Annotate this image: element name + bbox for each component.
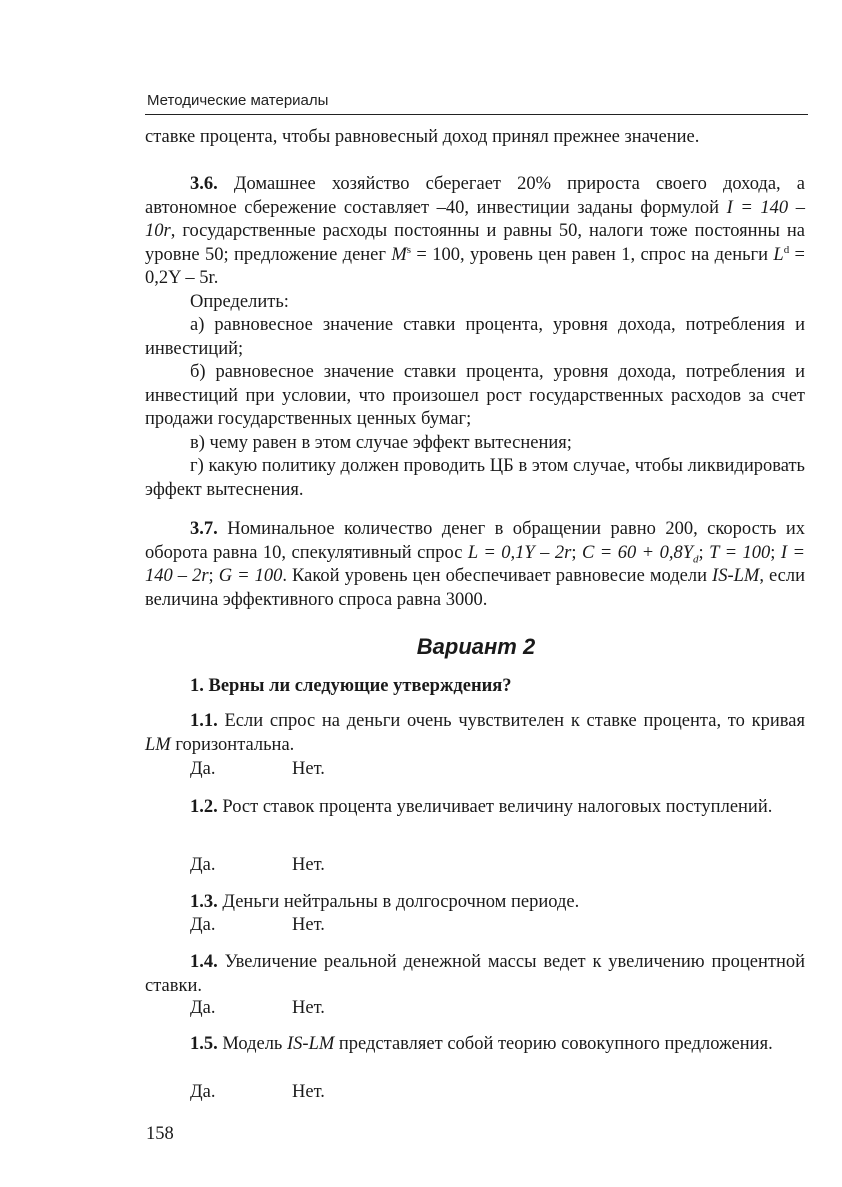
investment-formula-2: I = 140 – 2r [145,542,805,586]
answer-no: Нет. [292,1082,325,1102]
running-header: Методические материалы [147,92,329,109]
statement-pre: Рост ставок процента увеличивает величину налоговых поступлений. [217,797,773,817]
answer-yes: Да. [190,915,216,935]
page-number: 158 [146,1124,174,1144]
answer-yes: Да. [190,759,216,779]
statement-number: 1.5. [190,1034,218,1054]
problem-3-7-text-6: . Какой уровень цен обеспечивает равновесие модели [282,566,713,586]
problem-3-6-text-1: Домашнее хозяйство сберегает 20% прироста своего дохода, а автономное сбережение составляет –40, инвестиции заданы формулой [145,174,805,218]
statement-text [145,951,805,998]
government-formula: G = 100 [218,566,283,586]
continuation-text: ставке процента, чтобы равновесный доход принял прежнее значение. [145,127,700,147]
statement-1-2 [145,796,805,820]
statement-pre: Если спрос на деньги очень чувствителен к ставке процента, то кривая [217,711,805,731]
problem-3-6-item-a: а) равновесное значение ставки процента, уровня дохода, потребления и инвестиций; [145,315,805,359]
statement-text [145,1033,805,1057]
answer-yes: Да. [190,1082,216,1102]
section-1-title: 1. Верны ли следующие утверждения? [190,676,512,696]
problem-3-6-number: 3.6. [190,174,218,194]
problem-3-6-item-d: г) какую политику должен проводить ЦБ в этом случае, чтобы ликвидировать эффект вытеснения. [145,456,805,500]
statement-pre: Модель [217,1034,287,1054]
problem-3-6-text-3: = 100, уровень цен равен 1, спрос на деньги [411,244,774,265]
statement-em: LM [145,734,171,755]
consumption-sub: d [693,553,699,566]
problem-3-7-sep-1: ; [571,542,582,563]
problem-3-7-text-7: , если величина эффективного спроса равна 3000. [145,566,806,610]
speculative-demand-formula: L = 0,1Y – 2r [467,542,572,563]
problem-3-7-text-1: Номинальное количество денег в обращении равно 200, скорость их оборота равна 10, спекулятивный спрос [145,519,805,563]
problem-3-7-number: 3.7. [190,519,218,539]
statement-1-1 [145,710,805,757]
problem-3-6-text-2: , государственные расходы постоянны и равны 50, налоги тоже постоянны на уровне 50; предложение денег [145,221,805,265]
model-name: IS-LM [712,566,760,586]
consumption-formula: C = 60 + 0,8Y [581,542,694,563]
statement-pre: Увеличение реальной денежной массы ведет к увеличению процентной ставки. [145,952,805,996]
statement-1-3 [145,891,805,915]
statement-text [145,796,805,820]
statement-number: 1.1. [190,711,218,731]
answer-no: Нет. [292,915,325,935]
money-demand-symbol: L [773,244,784,265]
statement-number: 1.3. [190,892,218,912]
statement-number: 1.2. [190,797,218,817]
statement-number: 1.4. [190,952,218,972]
answer-no: Нет. [292,759,325,779]
problem-3-7 [145,518,805,612]
problem-3-6-item-b: б) равновесное значение ставки процента, уровня дохода, потребления и инвестиций при условии, что произошел рост государственных расходов за счет продажи государственных ценных бумаг; [145,362,805,429]
statement-text [145,710,805,757]
answer-no: Нет. [292,998,325,1018]
statement-1-4 [145,951,805,998]
statement-post: представляет собой теорию совокупного предложения. [334,1034,773,1054]
answer-yes: Да. [190,998,216,1018]
answer-no: Нет. [292,855,325,875]
problem-3-7-sep-2: ; [698,542,710,563]
continuation-paragraph [145,126,805,150]
problem-3-7-sep-3: ; [770,542,781,563]
statement-1-5 [145,1033,805,1057]
header-rule [145,114,808,115]
statement-pre: Деньги нейтральны в долгосрочном периоде. [217,892,580,912]
problem-3-6-define: Определить: [190,291,289,312]
answers-1-3 [190,915,325,936]
statement-text [145,891,805,915]
money-supply-sup: s [406,243,412,256]
problem-3-7-statement [145,518,805,612]
money-supply-symbol: M [391,244,407,265]
statement-em: IS-LM [287,1034,335,1054]
statement-post: горизонтальна. [170,734,295,755]
variant-title: Вариант 2 [416,634,536,659]
problem-3-6-statement [145,173,805,291]
investment-formula: I = 140 – 10r [145,197,805,241]
answers-1-1 [190,759,325,780]
money-demand-sup: d [783,243,790,256]
taxes-formula: T = 100 [709,542,771,563]
problem-3-6-text-4: = 0,2Y – 5r. [145,244,805,288]
problem-3-6 [145,173,805,502]
answer-yes: Да. [190,855,216,875]
problem-3-7-sep-4: ; [208,566,219,586]
answers-1-4 [190,998,325,1019]
problem-3-6-item-c: в) чему равен в этом случае эффект вытеснения; [190,432,572,453]
answers-1-5 [190,1082,325,1103]
answers-1-2 [190,855,325,876]
